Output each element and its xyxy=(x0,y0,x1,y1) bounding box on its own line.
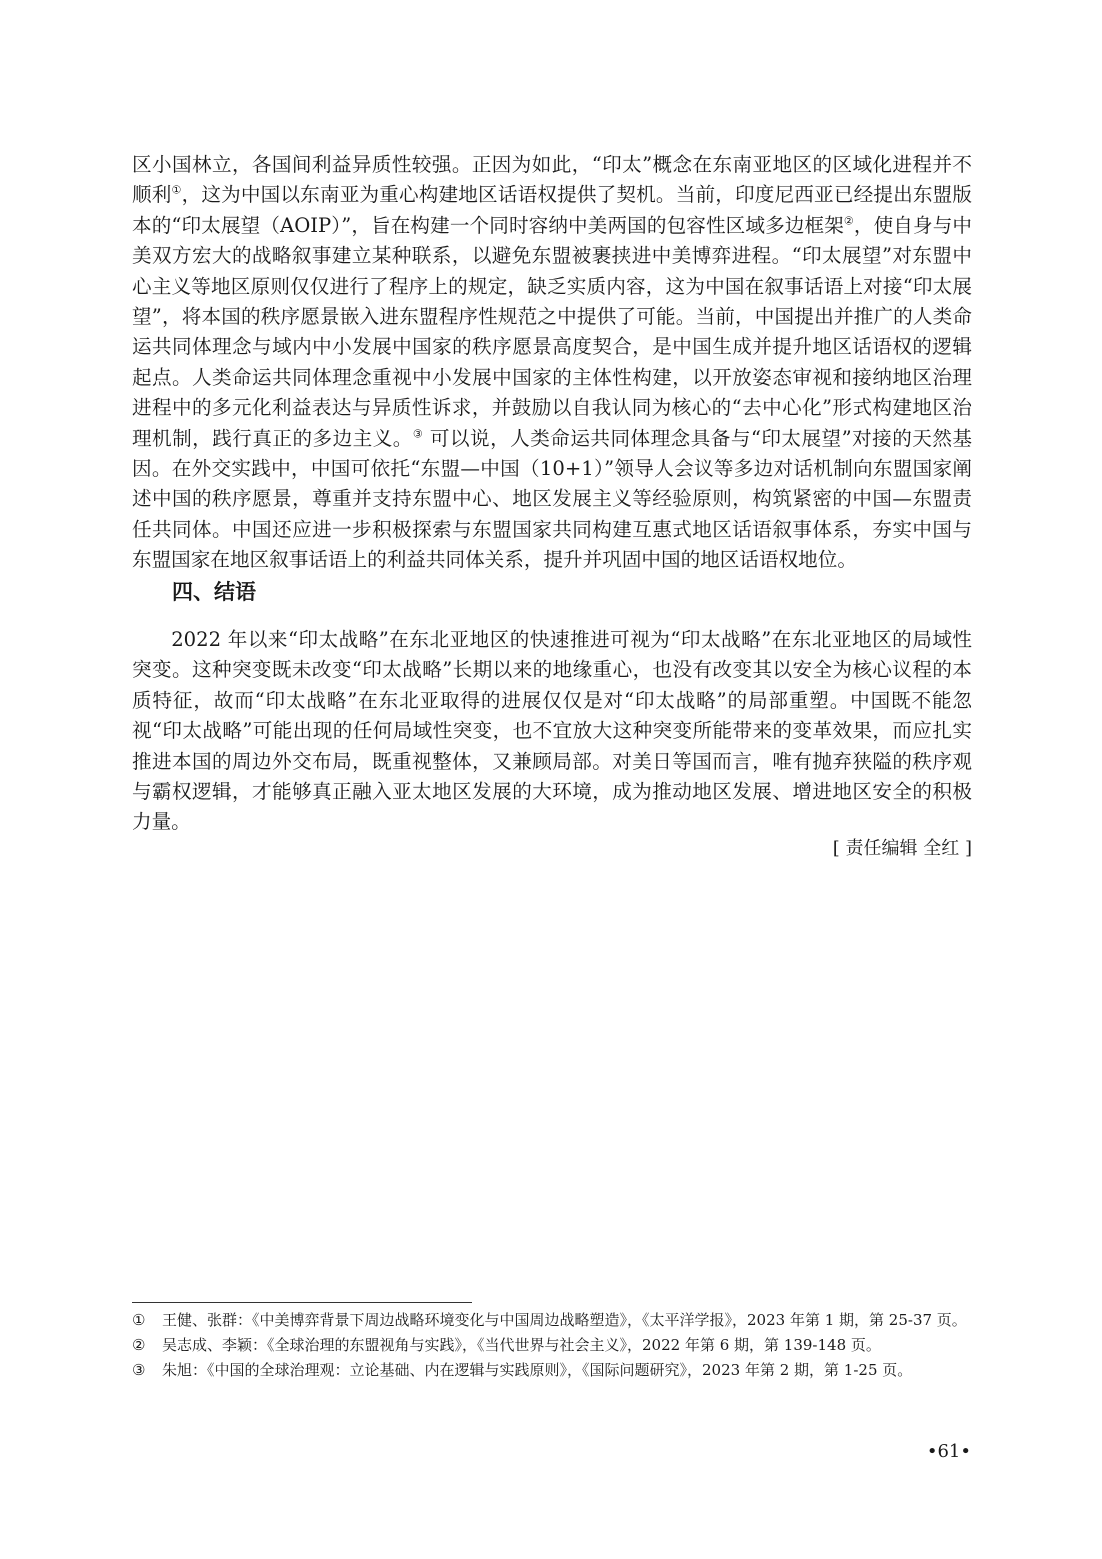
footnote-marker: ③ xyxy=(132,1361,146,1379)
paragraph-text-segment: 可以说，人类命运共同体理念具备与“印太展望”对接的天然基因。在外交实践中，中国可依托“东盟—中国（10+1）”领导人会议等多边对话机制向东盟国家阐述中国的秩序愿景，尊重并支持东盟中心、地区发展主义等经验原则，构筑紧密的中国—东盟责任共同体。中国还应进一步积极探索与东盟国家共同构建互惠式地区话语叙事体系，夯实中国与东盟国家在地区叙事话语上的利益共同体关系，提升并巩固中国的地区话语权地位。 xyxy=(132,426,972,572)
footnote-text: 王健、张群：《中美博弈背景下周边战略环境变化与中国周边战略塑造》，《太平洋学报》，2023 年第 1 期，第 25-37 页。 xyxy=(162,1311,967,1329)
footnote-item xyxy=(132,1334,972,1356)
footnote-text: 朱旭：《中国的全球治理观：立论基础、内在逻辑与实践原则》，《国际问题研究》，2023 年第 2 期，第 1-25 页。 xyxy=(162,1361,913,1379)
footnote-reference-1[interactable]: ① xyxy=(171,183,182,197)
editor-note: [ 责任编辑 全红 ] xyxy=(832,838,972,859)
paragraph-text-segment: ，使自身与中美双方宏大的战略叙事建立某种联系，以避免东盟被裹挟进中美博弈进程。“印太展望”对东盟中心主义等地区原则仅仅进行了程序上的规定，缺乏实质内容，这为中国在叙事话语上对接“印太展望”，将本国的秩序愿景嵌入进东盟程序性规范之中提供了可能。当前，中国提出并推广的人类命运共同体理念与域内中小发展中国家的秩序愿景高度契合，是中国生成并提升地区话语权的逻辑起点。人类命运共同体理念重视中小发展中国家的主体性构建，以开放姿态审视和接纳地区治理进程中的多元化利益表达与异质性诉求，并鼓励以自我认同为核心的“去中心化”形式构建地区治理机制，践行真正的多边主义。 xyxy=(132,213,972,450)
paragraph-text-segment: ，这为中国以东南亚为重心构建地区话语权提供了契机。当前，印度尼西亚已经提出东盟版本的“印太展望（AOIP）”，旨在构建一个同时容纳中美两国的包容性区域多边框架 xyxy=(132,183,973,237)
page-number: •61• xyxy=(926,1441,971,1462)
footnote-text: 吴志成、李颖：《全球治理的东盟视角与实践》，《当代世界与社会主义》，2022 年第 6 期，第 139-148 页。 xyxy=(162,1336,881,1354)
footnote-divider xyxy=(132,1302,472,1303)
body-paragraph-1 xyxy=(132,150,972,576)
footnote-reference-2[interactable]: ② xyxy=(843,214,854,228)
footnote-reference-3[interactable]: ③ xyxy=(412,427,424,441)
paragraph-text-segment: 区小国林立，各国间利益异质性较强。正因为如此，“印太”概念在东南亚地区的区域化进程并不顺利 xyxy=(132,153,972,207)
footnote-marker: ② xyxy=(132,1336,146,1354)
body-paragraph-2: 2022 年以来“印太战略”在东北亚地区的快速推进可视为“印太战略”在东北亚地区的局域性突变。这种突变既未改变“印太战略”长期以来的地缘重心，也没有改变其以安全为核心议程的本质特征，故而“印太战略”在东北亚取得的进展仅仅是对“印太战略”的局部重塑。中国既不能忽视“印太战略”可能出现的任何局域性突变，也不宜放大这种突变所能带来的变革效果，而应扎实推进本国的周边外交布局，既重视整体，又兼顾局部。对美日等国而言，唯有抛弃狭隘的秩序观与霸权逻辑，才能够真正融入亚太地区发展的大环境，成为推动地区发展、增进地区安全的积极力量。 xyxy=(132,628,972,834)
footnotes-section xyxy=(132,1309,972,1384)
footnote-item xyxy=(132,1309,972,1331)
footnote-marker: ① xyxy=(132,1311,146,1329)
section-heading: 四、结语 xyxy=(172,580,256,604)
footnote-item xyxy=(132,1359,972,1381)
